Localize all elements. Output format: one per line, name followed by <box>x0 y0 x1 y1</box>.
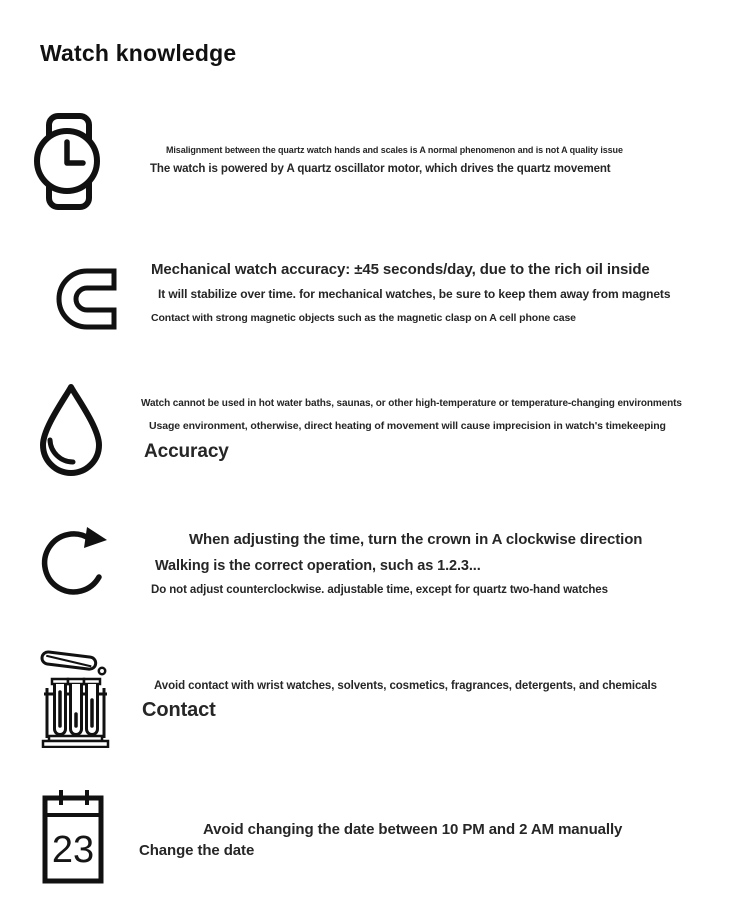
water-drop-icon <box>36 381 106 480</box>
test-tubes-icon <box>38 642 113 748</box>
temperature-note-small: Watch cannot be used in hot water baths, saunas, or other high-temperature or temperature-changing environments <box>141 398 682 409</box>
temperature-note-mid: Usage environment, otherwise, direct heating of movement will cause imprecision in watch's timekeeping <box>149 420 666 432</box>
page-title: Watch knowledge <box>40 40 237 66</box>
contact-heading: Contact <box>142 699 216 721</box>
wristwatch-icon <box>33 112 103 211</box>
quartz-note-small: Misalignment between the quartz watch hands and scales is A normal phenomenon and is not A quality issue <box>166 145 623 155</box>
magnet-note-main: Mechanical watch accuracy: ±45 seconds/day, due to the rich oil inside <box>151 261 650 278</box>
calendar-icon <box>40 788 106 885</box>
date-note-main: Avoid changing the date between 10 PM and 2 AM manually <box>203 821 623 838</box>
magnet-icon <box>40 264 117 334</box>
magnet-note-small: Contact with strong magnetic objects such as the magnetic clasp on A cell phone case <box>151 312 576 324</box>
adjustment-note-mid: Walking is the correct operation, such as 1.2.3... <box>155 558 481 574</box>
contact-note-main: Avoid contact with wrist watches, solvents, cosmetics, fragrances, detergents, and chemicals <box>154 680 657 692</box>
adjustment-note-small: Do not adjust counterclockwise. adjustable time, except for quartz two-hand watches <box>151 584 608 596</box>
magnet-note-mid: It will stabilize over time. for mechanical watches, be sure to keep them away from magnets <box>158 287 671 301</box>
date-heading: Change the date <box>139 842 255 859</box>
temperature-heading: Accuracy <box>144 441 229 462</box>
clockwise-arrow-icon <box>35 521 112 609</box>
adjustment-note-main: When adjusting the time, turn the crown in A clockwise direction <box>189 531 643 548</box>
calendar-day: 23 <box>51 829 95 871</box>
quartz-note-main: The watch is powered by A quartz oscillator motor, which drives the quartz movement <box>150 163 611 175</box>
